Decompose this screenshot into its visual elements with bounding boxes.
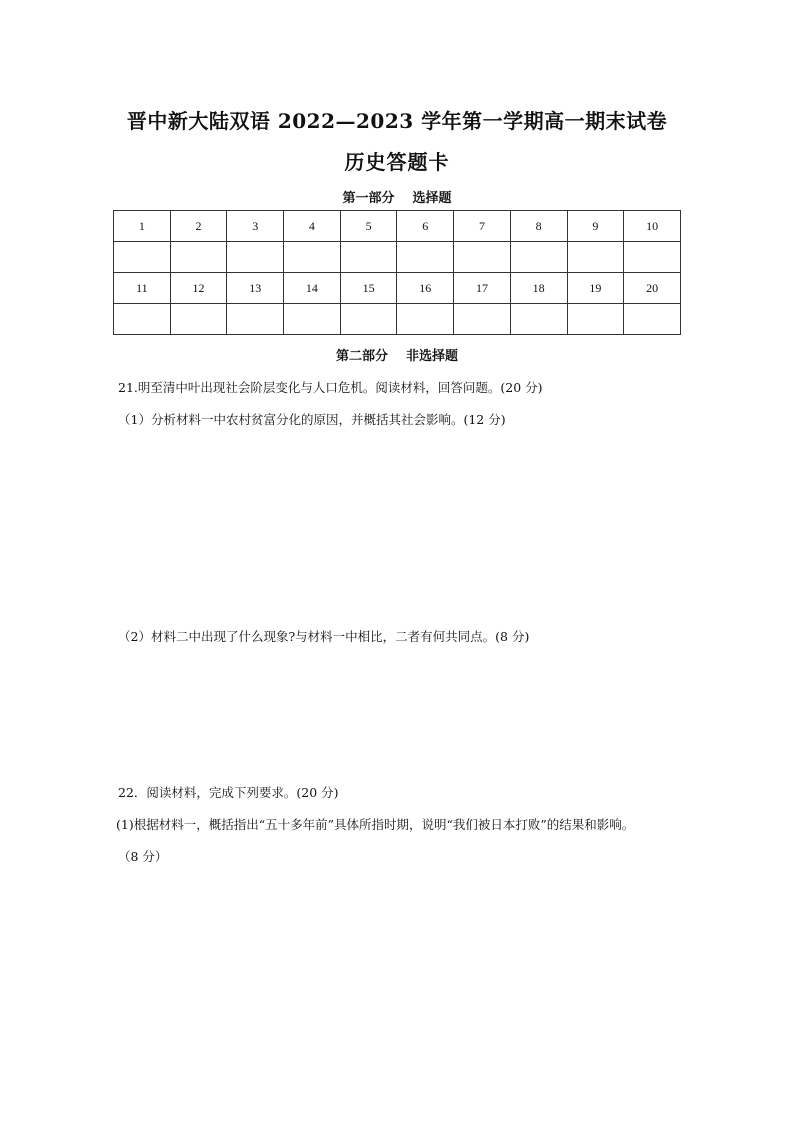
question-22-part-1: (1)根据材料一，概括指出“五十多年前”具体所指时期，说明“我们被日本打败”的结果和影响。 bbox=[116, 817, 635, 832]
answer-cell[interactable] bbox=[510, 304, 567, 335]
question-number-cell: 6 bbox=[397, 211, 454, 242]
question-number-cell: 7 bbox=[454, 211, 511, 242]
question-number-cell: 2 bbox=[170, 211, 227, 242]
answer-cell[interactable] bbox=[227, 242, 284, 273]
question-number-cell: 14 bbox=[284, 273, 341, 304]
question-number-cell: 15 bbox=[340, 273, 397, 304]
answer-cell[interactable] bbox=[227, 304, 284, 335]
question-number-cell: 10 bbox=[624, 211, 681, 242]
answer-cell[interactable] bbox=[340, 242, 397, 273]
answer-cell[interactable] bbox=[510, 242, 567, 273]
answer-cell[interactable] bbox=[624, 242, 681, 273]
question-number-cell: 5 bbox=[340, 211, 397, 242]
question-number-cell: 11 bbox=[114, 273, 171, 304]
answer-cell[interactable] bbox=[114, 304, 171, 335]
question-number-cell: 4 bbox=[284, 211, 341, 242]
answer-cell[interactable] bbox=[284, 242, 341, 273]
question-number-cell: 12 bbox=[170, 273, 227, 304]
answer-blank-row-1 bbox=[114, 242, 681, 273]
part1-heading bbox=[0, 187, 794, 206]
question-number-cell: 18 bbox=[510, 273, 567, 304]
answer-cell[interactable] bbox=[397, 242, 454, 273]
question-number-cell: 20 bbox=[624, 273, 681, 304]
answer-cell[interactable] bbox=[114, 242, 171, 273]
question-number-cell: 19 bbox=[567, 273, 624, 304]
question-number-cell: 17 bbox=[454, 273, 511, 304]
answer-cell[interactable] bbox=[454, 242, 511, 273]
question-number-cell: 8 bbox=[510, 211, 567, 242]
question-22: 22．阅读材料，完成下列要求。(20 分) bbox=[118, 785, 339, 800]
exam-title: 晋中新大陆双语 2022—2023 学年第一学期高一期末试卷 bbox=[126, 109, 668, 133]
question-21-part-1: （1）分析材料一中农村贫富分化的原因，并概括其社会影响。(12 分) bbox=[118, 412, 506, 427]
answer-blank-row-2 bbox=[114, 304, 681, 335]
question-22-part-1-score: （8 分） bbox=[118, 849, 168, 864]
question-number-cell: 1 bbox=[114, 211, 171, 242]
part1-label: 第一部分 bbox=[342, 191, 395, 206]
answer-cell[interactable] bbox=[170, 304, 227, 335]
answer-cell[interactable] bbox=[624, 304, 681, 335]
answer-cell[interactable] bbox=[454, 304, 511, 335]
part2-name: 非选择题 bbox=[406, 349, 459, 364]
answer-cell[interactable] bbox=[340, 304, 397, 335]
answer-number-row-1 bbox=[114, 211, 681, 242]
part2-label: 第二部分 bbox=[335, 349, 388, 364]
choice-answer-grid bbox=[113, 210, 681, 335]
answer-cell[interactable] bbox=[284, 304, 341, 335]
question-number-cell: 3 bbox=[227, 211, 284, 242]
answer-cell[interactable] bbox=[170, 242, 227, 273]
question-number-cell: 16 bbox=[397, 273, 454, 304]
answer-cell[interactable] bbox=[567, 242, 624, 273]
answer-number-row-2 bbox=[114, 273, 681, 304]
part2-heading bbox=[0, 345, 794, 364]
question-21-part-2: （2）材料二中出现了什么现象?与材料一中相比，二者有何共同点。(8 分) bbox=[118, 629, 530, 644]
answer-cell[interactable] bbox=[567, 304, 624, 335]
question-21: 21.明至清中叶出现社会阶层变化与人口危机。阅读材料，回答问题。(20 分) bbox=[118, 380, 543, 395]
answer-cell[interactable] bbox=[397, 304, 454, 335]
answer-sheet-subtitle: 历史答题卡 bbox=[344, 150, 450, 174]
question-number-cell: 13 bbox=[227, 273, 284, 304]
part1-name: 选择题 bbox=[412, 191, 452, 206]
question-number-cell: 9 bbox=[567, 211, 624, 242]
